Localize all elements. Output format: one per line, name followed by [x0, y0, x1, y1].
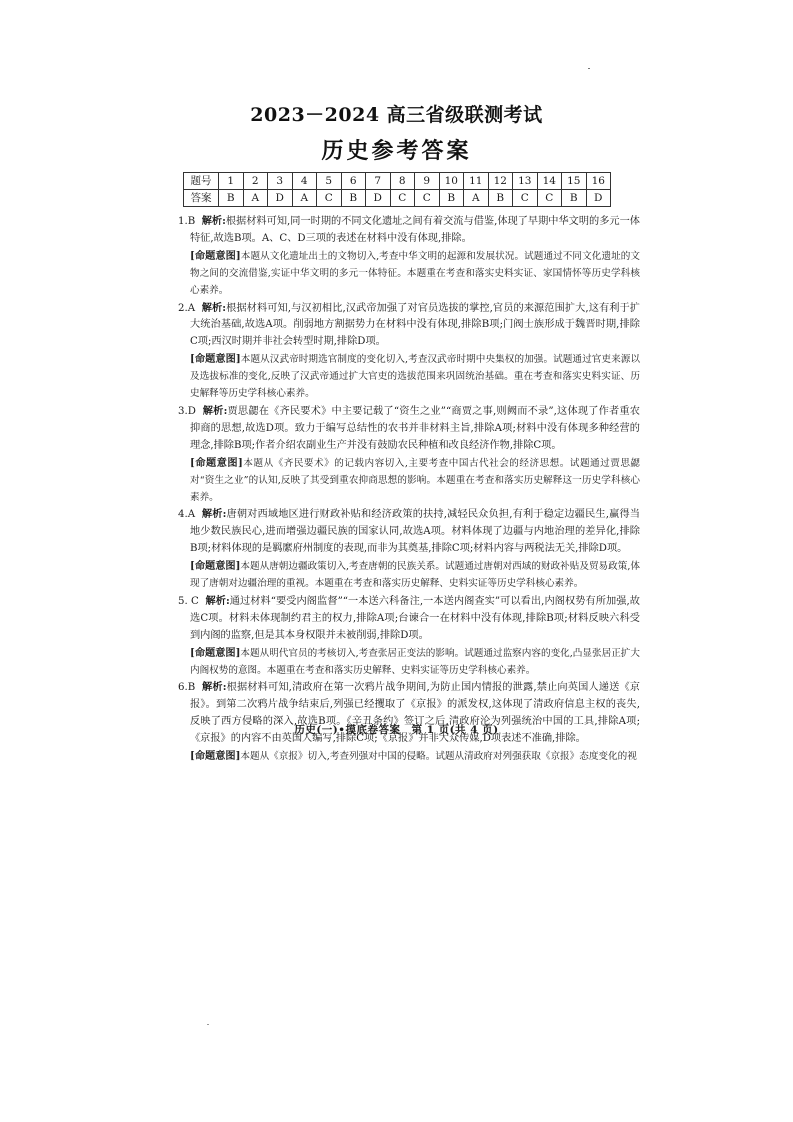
intent-text: 本题从唐朝边疆政策切入,考查唐朝的民族关系。试题通过唐朝对西域的财政补贴及贸易政策,体现了唐朝对边疆治理的重视。本题重在考查和落实历史解释、史料实证等历史学科核心素养。 — [190, 561, 640, 590]
answer-cell: D — [268, 190, 293, 207]
question-block — [178, 403, 640, 506]
question-head: 2.A — [178, 302, 196, 314]
question-number: 15 — [562, 173, 587, 190]
intent-text: 本题从文化遗址出土的文物切入,考查中华文明的起源和发展状况。试题通过不同文化遗址的文物之间的交流借鉴,实证中华文明的多元一体特征。本题重在考查和落实史料实证、家国情怀等历史学科核心素养。 — [190, 250, 640, 296]
answer-cell: D — [586, 190, 611, 207]
explanations — [178, 213, 640, 766]
intent-label: [命题意图] — [190, 750, 241, 763]
answer-table — [183, 172, 611, 207]
intent-label: [命题意图] — [190, 646, 241, 659]
answer-cell: B — [219, 190, 244, 207]
question-number: 12 — [488, 173, 513, 190]
question-number: 10 — [439, 173, 464, 190]
question-head: 4.A — [178, 509, 196, 521]
page-subtitle: 历史参考答案 — [321, 138, 472, 164]
answer-cell: C — [390, 190, 415, 207]
question-intent — [178, 248, 640, 300]
question-analysis — [178, 593, 640, 645]
question-number: 7 — [366, 173, 391, 190]
answer-cell: A — [243, 190, 268, 207]
exam-title: 2023－2024 高三省级联测考试 — [250, 104, 543, 126]
question-analysis — [178, 679, 640, 748]
answer-cell: B — [488, 190, 513, 207]
question-head: 3.D — [178, 405, 196, 417]
answer-cell: C — [513, 190, 538, 207]
answer-cell: D — [366, 190, 391, 207]
question-analysis — [178, 506, 640, 558]
question-block — [178, 506, 640, 593]
intent-label: [命题意图] — [190, 456, 243, 469]
analysis-label: 解析: — [202, 681, 227, 694]
analysis-label: 解析: — [201, 301, 227, 314]
question-block — [178, 300, 640, 403]
intent-label: [命题意图] — [190, 249, 241, 262]
answer-cell: A — [464, 190, 489, 207]
analysis-label: 解析: — [201, 215, 226, 227]
question-number: 4 — [292, 173, 317, 190]
row-label-answer: 答案 — [184, 190, 219, 207]
question-intent — [178, 558, 640, 593]
question-analysis — [178, 300, 640, 352]
answer-cell: C — [317, 190, 342, 207]
question-number: 1 — [219, 173, 244, 190]
answer-cell: B — [341, 190, 366, 207]
analysis-label: 解析: — [202, 404, 228, 417]
analysis-text: 根据材料可知,与汉初相比,汉武帝加强了对官员选拔的掌控,官员的来源范围扩大,这有利于扩大统治基础,故选A项。削弱地方割据势力在材料中没有体现,排除B项;门阀士族形成于魏晋时期,排除C项;西汉时期并非社会转型时期,排除D项。 — [190, 302, 640, 348]
analysis-text: 通过材料“要受内阁监督”“一本送六科备注,一本送内阁查实”可以看出,内阁权势有所加强,故选C项。材料未体现制约君主的权力,排除A项;台谏合一在材料中没有体现,排除B项;材料反映六科受到内阁的监察,但是其本身权限并未被削弱,排除D项。 — [190, 595, 640, 641]
question-number: 16 — [586, 173, 611, 190]
question-head: 6.B — [178, 682, 196, 694]
question-number: 3 — [268, 173, 293, 190]
question-block — [178, 593, 640, 680]
question-number: 9 — [415, 173, 440, 190]
intent-label: [命题意图] — [190, 353, 241, 366]
page-footer: 历史(一)•摸底卷答案 第 1 页(共 4 页) — [294, 724, 499, 736]
answer-cell: C — [537, 190, 562, 207]
question-number: 11 — [464, 173, 489, 190]
intent-label: [命题意图] — [190, 560, 241, 573]
intent-text: 本题从汉武帝时期选官制度的变化切入,考查汉武帝时期中央集权的加强。试题通过官吏来源以及选拔标准的变化,反映了汉武帝通过扩大官吏的选拔范围来巩固统治基础。重在考查和落实史料实证、历史解释等历史学科核心素养。 — [190, 354, 640, 400]
answer-cell: A — [292, 190, 317, 207]
answer-cell: B — [439, 190, 464, 207]
answer-table-answer-row — [184, 190, 611, 207]
answer-cell: B — [562, 190, 587, 207]
question-intent — [178, 351, 640, 403]
question-number: 13 — [513, 173, 538, 190]
intent-text: 本题从《京报》切入,考查列强对中国的侵略。试题从清政府对列强获取《京报》态度变化的视 — [240, 751, 637, 763]
analysis-text: 唐朝对西域地区进行财政补贴和经济政策的扶持,减轻民众负担,有利于稳定边疆民生,赢得当地少数民族民心,进而增强边疆民族的国家认同,故选A项。材料体现了边疆与内地治理的差异化,排除B项;材料体现的是羁縻府州制度的表现,而非为其奠基,排除C项;材料内容与两税法无关,排除D项。 — [190, 509, 640, 555]
answer-cell: C — [415, 190, 440, 207]
question-number: 6 — [341, 173, 366, 190]
analysis-label: 解析: — [205, 594, 230, 607]
question-block — [178, 213, 640, 300]
scan-speck — [207, 1024, 209, 1025]
question-number: 8 — [390, 173, 415, 190]
analysis-text: 根据材料可知,同一时期的不同文化遗址之间有着交流与借鉴,体现了早期中华文明的多元一体特征,故选B项。A、C、D三项的表述在材料中没有体现,排除。 — [190, 216, 640, 244]
analysis-label: 解析: — [201, 508, 227, 521]
question-analysis — [178, 403, 640, 455]
analysis-text: 根据材料可知,清政府在第一次鸦片战争期间,为防止国内情报的泄露,禁止向英国人递送《京报》。到第二次鸦片战争结束后,列强已经攫取了《京报》的派发权,这体现了清政府信息主权的丧失,反映了西方侵略的深入,故选B项。《辛丑条约》签订之后,清政府沦为列强统治中国的工具,排除A项;《京报》的内容不由英国人编写,排除C项;《京报》并非大众传媒,D项表述不准确,排除。 — [190, 682, 640, 745]
question-analysis — [178, 213, 640, 248]
scan-speck — [588, 68, 590, 69]
question-head: 1.B — [178, 216, 196, 227]
question-intent — [178, 455, 640, 507]
question-head: 5. C — [178, 595, 199, 607]
question-number: 14 — [537, 173, 562, 190]
intent-text: 本题从《齐民要术》的记载内容切入,主要考查中国古代社会的经济思想。试题通过贾思勰对“资生之业”的认知,反映了其受到重农抑商思想的影响。本题重在考查和落实历史解释这一历史学科核心素养。 — [190, 457, 640, 503]
analysis-text: 贾思勰在《齐民要术》中主要记载了“资生之业”“商贾之事,则阙而不录”,这体现了作者重农抑商的思想,故选D项。致力于编写总结性的农书并非材料主旨,排除A项;材料中没有体现多种经营的理念,排除B项;作者介绍农副业生产并没有鼓励农民种植和改良经济作物,排除C项。 — [190, 405, 640, 451]
intent-text: 本题从明代官员的考核切入,考查张居正变法的影响。试题通过监察内容的变化,凸显张居正扩大内阁权势的意图。本题重在考查和落实历史解释、史料实证等历史学科核心素养。 — [190, 647, 640, 676]
question-number: 2 — [243, 173, 268, 190]
question-intent — [178, 748, 640, 766]
row-label-number: 题号 — [184, 173, 219, 190]
question-number: 5 — [317, 173, 342, 190]
answer-table-number-row — [184, 173, 611, 190]
question-intent — [178, 645, 640, 680]
